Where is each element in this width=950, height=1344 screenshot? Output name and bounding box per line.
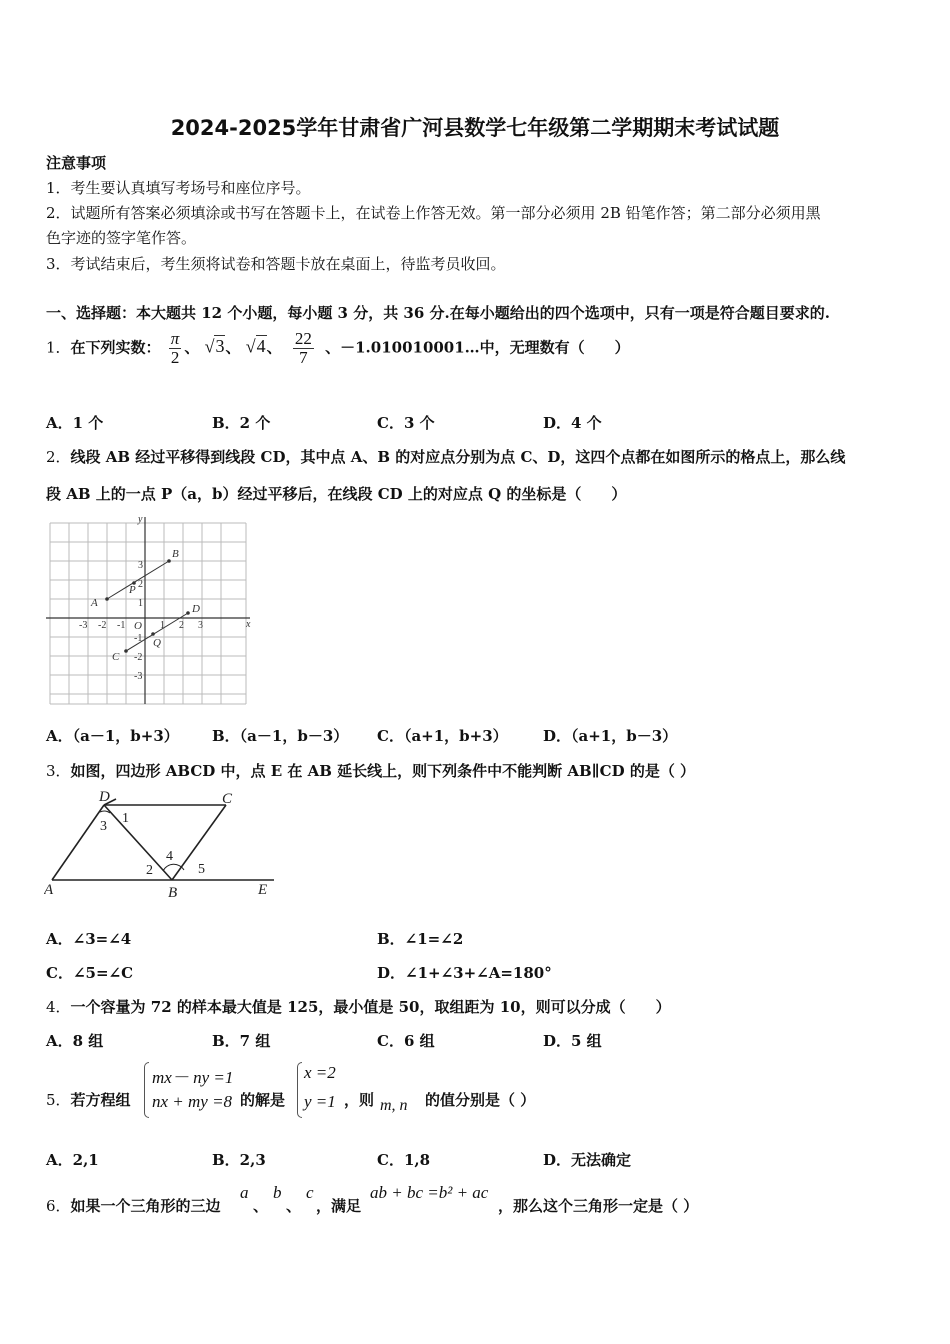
q1-number: 1． (46, 338, 71, 357)
q4-option-b[interactable]: B．7 组 (212, 1032, 271, 1050)
q2-option-b[interactable]: B．（a－1，b－3） (212, 727, 349, 745)
label-a: A (91, 597, 98, 609)
q5-tail: 的值分别是（ ） (425, 1091, 536, 1109)
point-d (186, 611, 190, 615)
label-b: B (168, 885, 178, 901)
label-c: C (112, 651, 120, 663)
y-tick: 2 (138, 579, 143, 590)
q6-side-c: c (306, 1183, 314, 1202)
q5-option-a[interactable]: A．2,1 (46, 1151, 99, 1169)
origin-label: O (134, 620, 142, 632)
q5-equation-1: mx－ ny =1 (152, 1068, 234, 1087)
label-q: Q (153, 637, 161, 649)
q3-quadrilateral-figure (44, 784, 279, 902)
question-1: 1．在下列实数： $\frac{\pi}{2}$ 、 √3、 √4、 $\frac{22}{7}$ 、－1.010010001…中，无理数有（ ） (46, 329, 630, 367)
q5-mid: 的解是 (240, 1091, 286, 1109)
label-d: D (99, 789, 110, 805)
q6-side-b: b (273, 1183, 282, 1202)
q6-side-a: a (240, 1183, 249, 1202)
q1-option-d[interactable]: D．4 个 (543, 414, 602, 432)
label-c: C (222, 791, 233, 807)
q1-fraction-pi-2: $\frac{\pi}{2}$ (170, 329, 180, 367)
axes (46, 517, 250, 704)
point-c (124, 649, 128, 653)
q5-option-c[interactable]: C．1,8 (377, 1151, 431, 1169)
notice-item-3: 3．考试结束后，考生须将试卷和答题卡放在桌面上，待监考员收回。 (46, 255, 506, 273)
y-tick: 3 (138, 560, 143, 571)
question-2-line-1: 2．线段 AB 经过平移得到线段 CD，其中点 A、B 的对应点分别为点 C、D，这四个点都在如图所示的格点上，那么线 (46, 448, 846, 466)
q1-stem-pre: 在下列实数： (70, 338, 161, 357)
notice-item-1: 1．考生要认真填写考场号和座位序号。 (46, 179, 311, 197)
q1-fraction-22-7: $\frac{22}{7}$ (294, 329, 312, 367)
q6-equation: ab + bc =b² + ac (370, 1183, 489, 1202)
label-d: D (192, 603, 200, 615)
q6-mid: ，满足 (316, 1197, 362, 1215)
system-brace (144, 1062, 149, 1118)
x-tick: -2 (98, 620, 107, 631)
q2-option-d[interactable]: D．（a+1，b－3） (543, 727, 678, 745)
question-5-pre: 5．若方程组 (46, 1091, 131, 1109)
question-2-line-2: 段 AB 上的一点 P（a，b）经过平移后，在线段 CD 上的对应点 Q 的坐标是（ ） (46, 485, 627, 503)
q3-option-c[interactable]: C．∠5=∠C (46, 964, 134, 982)
q2-option-c[interactable]: C．（a+1，b+3） (377, 727, 508, 745)
q3-option-a[interactable]: A．∠3=∠4 (46, 930, 132, 948)
label-e: E (258, 882, 268, 898)
x-tick: 2 (179, 620, 184, 631)
question-4: 4．一个容量为 72 的样本最大值是 125，最小值是 50，取组距为 10，则可以分成（ ） (46, 998, 671, 1016)
page-title: 2024-2025学年甘肃省广河县数学七年级第二学期期末考试试题 (170, 116, 780, 140)
point-a (105, 597, 109, 601)
question-3: 3．如图，四边形 ABCD 中，点 E 在 AB 延长线上，则下列条件中不能判断 AB∥CD 的是（ ） (46, 762, 696, 780)
angle-5-label: 5 (198, 862, 205, 877)
q5-solution-1: x =2 (304, 1063, 336, 1082)
q5-option-d[interactable]: D．无法确定 (543, 1151, 632, 1169)
q1-option-a[interactable]: A．1 个 (46, 414, 104, 432)
q5-equation-2: nx + my =8 (152, 1092, 233, 1111)
y-axis-label: y (138, 514, 143, 525)
point-q (151, 632, 155, 636)
solution-brace (297, 1062, 302, 1118)
label-b: B (172, 548, 179, 560)
angle-4-label: 4 (166, 849, 173, 864)
label-p: P (129, 584, 136, 596)
angle-3-label: 3 (100, 819, 107, 834)
diagonal-db (104, 805, 172, 880)
q4-option-a[interactable]: A．8 组 (46, 1032, 104, 1050)
notice-heading: 注意事项 (46, 154, 107, 172)
q6-sep-1: 、 (253, 1197, 269, 1215)
side-ad (52, 805, 104, 880)
angle-1-label: 1 (122, 811, 129, 826)
x-tick: 3 (198, 620, 203, 631)
y-tick: 1 (138, 598, 143, 609)
q4-option-c[interactable]: C．6 组 (377, 1032, 435, 1050)
x-tick: 1 (160, 620, 165, 631)
x-tick: -1 (117, 620, 126, 631)
q1-option-c[interactable]: C．3 个 (377, 414, 435, 432)
q6-tail: ，那么这个三角形一定是（ ） (498, 1197, 699, 1215)
y-tick: -2 (134, 652, 143, 663)
q1-stem-tail: 、－1.010010001…中，无理数有（ ） (325, 338, 630, 357)
q2-option-a[interactable]: A．（a－1，b+3） (46, 727, 179, 745)
q3-option-b[interactable]: B．∠1=∠2 (377, 930, 464, 948)
point-b (167, 559, 171, 563)
q5-solution-2: y =1 (304, 1092, 336, 1111)
q5-option-b[interactable]: B．2,3 (212, 1151, 266, 1169)
notice-item-2-cont: 色字迹的签字笔作答。 (46, 229, 197, 247)
q1-sqrt-3: √3 (204, 336, 225, 357)
grid-lines (50, 523, 246, 704)
x-tick: -3 (79, 620, 88, 631)
x-axis-label: x (246, 619, 251, 630)
q1-option-b[interactable]: B．2 个 (212, 414, 271, 432)
q4-option-d[interactable]: D．5 组 (543, 1032, 602, 1050)
q5-variables: m, n (380, 1097, 408, 1114)
question-6-pre: 6．如果一个三角形的三边 (46, 1197, 221, 1215)
q5-then: ，则 (344, 1091, 375, 1109)
q6-sep-2: 、 (286, 1197, 302, 1215)
q2-coordinate-grid (46, 513, 256, 708)
label-a: A (44, 882, 54, 898)
angle-arc-3 (100, 811, 110, 813)
angle-2-label: 2 (146, 863, 153, 878)
notice-item-2: 2．试题所有答案必须填涂或书写在答题卡上，在试卷上作答无效。第一部分必须用 2B 铅笔作答；第二部分必须用黑 (46, 204, 821, 222)
y-tick: -1 (134, 633, 143, 644)
q1-sqrt-4: √4 (245, 336, 266, 357)
y-tick: -3 (134, 671, 143, 682)
q3-option-d[interactable]: D．∠1+∠3+∠A=180° (377, 964, 552, 982)
section-heading: 一、选择题：本大题共 12 个小题，每小题 3 分，共 36 分.在每小题给出的四个选项中，只有一项是符合题目要求的. (46, 304, 830, 322)
